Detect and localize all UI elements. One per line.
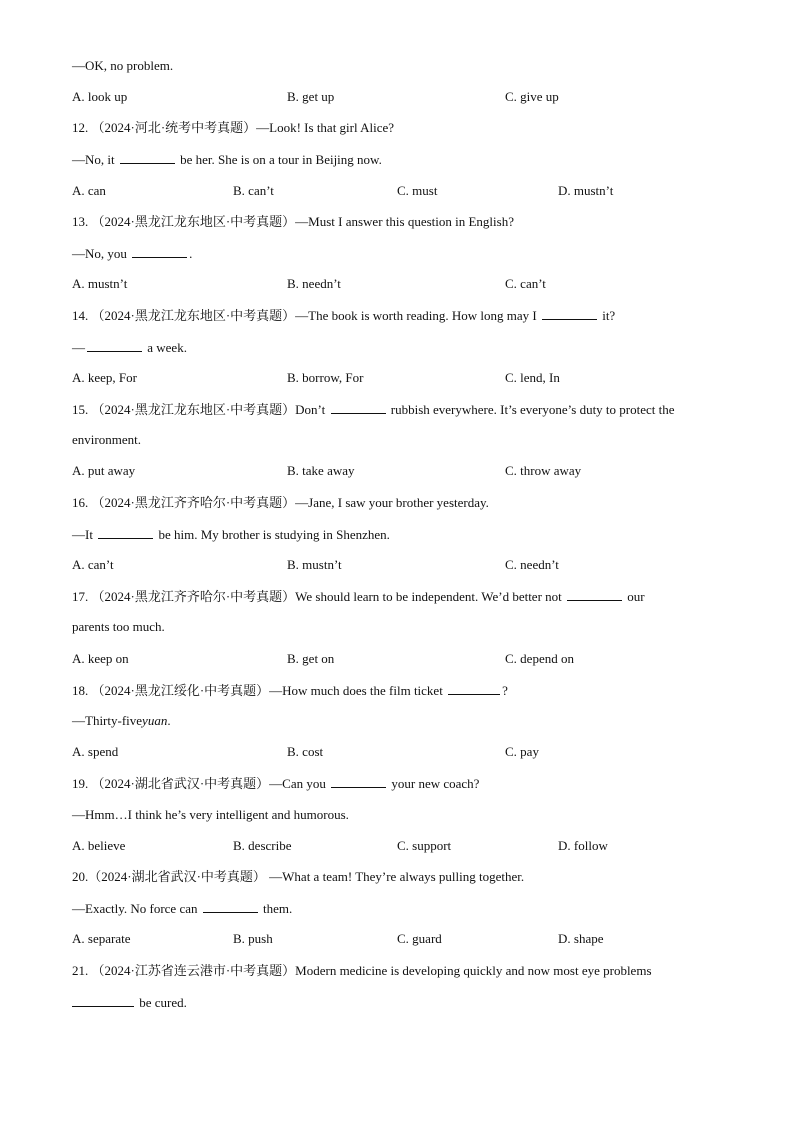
option-b[interactable]: B. cost xyxy=(287,744,324,759)
option-a[interactable]: A. keep on xyxy=(72,651,129,666)
answer-blank[interactable] xyxy=(120,151,175,164)
question-15: 15. （2024·黑龙江龙东地区·中考真题）Don’t rubbish everywhere. It’s everyone’s duty to protect the xyxy=(72,402,675,417)
option-a[interactable]: A. separate xyxy=(72,931,131,946)
option-b[interactable]: B. describe xyxy=(233,838,292,853)
question-19: 19. （2024·湖北省武汉·中考真题）—Can you your new coach? xyxy=(72,776,480,791)
dialogue-line: —It be him. My brother is studying in Shenzhen. xyxy=(72,527,390,542)
option-c[interactable]: C. pay xyxy=(505,744,539,759)
options-q15 xyxy=(72,463,732,479)
option-d[interactable]: D. mustn’t xyxy=(558,183,614,198)
options-q13 xyxy=(72,276,732,292)
answer-blank[interactable] xyxy=(567,588,622,601)
dialogue-line: —OK, no problem. xyxy=(72,58,174,73)
option-c[interactable]: C. guard xyxy=(397,931,442,946)
question-18: 18. （2024·黑龙江绥化·中考真题）—How much does the film ticket ? xyxy=(72,683,508,698)
option-c[interactable]: C. depend on xyxy=(505,651,574,666)
dialogue-line: —Hmm…I think he’s very intelligent and humorous. xyxy=(72,807,349,822)
option-d[interactable]: D. shape xyxy=(558,931,604,946)
options-q20 xyxy=(72,931,732,947)
answer-blank[interactable] xyxy=(203,900,258,913)
option-c[interactable]: C. give up xyxy=(505,89,559,104)
option-d[interactable]: D. follow xyxy=(558,838,608,853)
question-13: 13. （2024·黑龙江龙东地区·中考真题）—Must I answer this question in English? xyxy=(72,214,514,229)
option-a[interactable]: A. keep, For xyxy=(72,370,137,385)
option-c[interactable]: C. must xyxy=(397,183,438,198)
answer-blank[interactable] xyxy=(98,526,153,539)
option-a[interactable]: A. put away xyxy=(72,463,136,478)
option-b[interactable]: B. take away xyxy=(287,463,355,478)
option-a[interactable]: A. mustn’t xyxy=(72,276,128,291)
answer-blank[interactable] xyxy=(331,775,386,788)
option-a[interactable]: A. can’t xyxy=(72,557,114,572)
options-q19 xyxy=(72,838,732,854)
option-c[interactable]: C. throw away xyxy=(505,463,582,478)
question-17: 17. （2024·黑龙江齐齐哈尔·中考真题）We should learn to be independent. We’d better not our xyxy=(72,589,645,604)
options-q18 xyxy=(72,744,732,760)
answer-blank[interactable] xyxy=(448,682,500,695)
question-21: 21. （2024·江苏省连云港市·中考真题）Modern medicine is developing quickly and now most eye problems xyxy=(72,963,652,978)
question-continuation: be cured. xyxy=(72,994,187,1011)
options-q11 xyxy=(72,89,732,105)
option-a[interactable]: A. can xyxy=(72,183,106,198)
options-q14 xyxy=(72,370,732,386)
dialogue-line: —Thirty-fiveyuan. xyxy=(72,713,171,728)
option-b[interactable]: B. push xyxy=(233,931,273,946)
dialogue-line: —No, you . xyxy=(72,246,193,261)
question-16: 16. （2024·黑龙江齐齐哈尔·中考真题）—Jane, I saw your brother yesterday. xyxy=(72,495,489,510)
question-12: 12. （2024·河北·统考中考真题）—Look! Is that girl Alice? xyxy=(72,120,395,135)
option-b[interactable]: B. borrow, For xyxy=(287,370,364,385)
answer-blank[interactable] xyxy=(542,307,597,320)
options-q16 xyxy=(72,557,732,573)
question-20: 20.（2024·湖北省武汉·中考真题） —What a team! They’re always pulling together. xyxy=(72,869,525,884)
answer-blank[interactable] xyxy=(87,339,142,352)
option-b[interactable]: B. can’t xyxy=(233,183,274,198)
option-b[interactable]: B. get on xyxy=(287,651,335,666)
option-b[interactable]: B. get up xyxy=(287,89,335,104)
dialogue-line: — a week. xyxy=(72,340,187,355)
question-continuation: environment. xyxy=(72,432,141,447)
question-continuation: parents too much. xyxy=(72,619,165,634)
option-c[interactable]: C. can’t xyxy=(505,276,546,291)
answer-blank[interactable] xyxy=(72,994,134,1007)
option-a[interactable]: A. believe xyxy=(72,838,126,853)
dialogue-line: —Exactly. No force can them. xyxy=(72,901,293,916)
options-q12 xyxy=(72,183,732,199)
option-a[interactable]: A. look up xyxy=(72,89,128,104)
dialogue-line: —No, it be her. She is on a tour in Beijing now. xyxy=(72,152,382,167)
option-b[interactable]: B. mustn’t xyxy=(287,557,342,572)
question-14: 14. （2024·黑龙江龙东地区·中考真题）—The book is worth reading. How long may I it? xyxy=(72,308,616,323)
option-c[interactable]: C. lend, In xyxy=(505,370,560,385)
option-a[interactable]: A. spend xyxy=(72,744,119,759)
options-q17 xyxy=(72,651,732,667)
answer-blank[interactable] xyxy=(331,401,386,414)
option-c[interactable]: C. needn’t xyxy=(505,557,559,572)
option-c[interactable]: C. support xyxy=(397,838,452,853)
answer-blank[interactable] xyxy=(132,245,187,258)
option-b[interactable]: B. needn’t xyxy=(287,276,341,291)
